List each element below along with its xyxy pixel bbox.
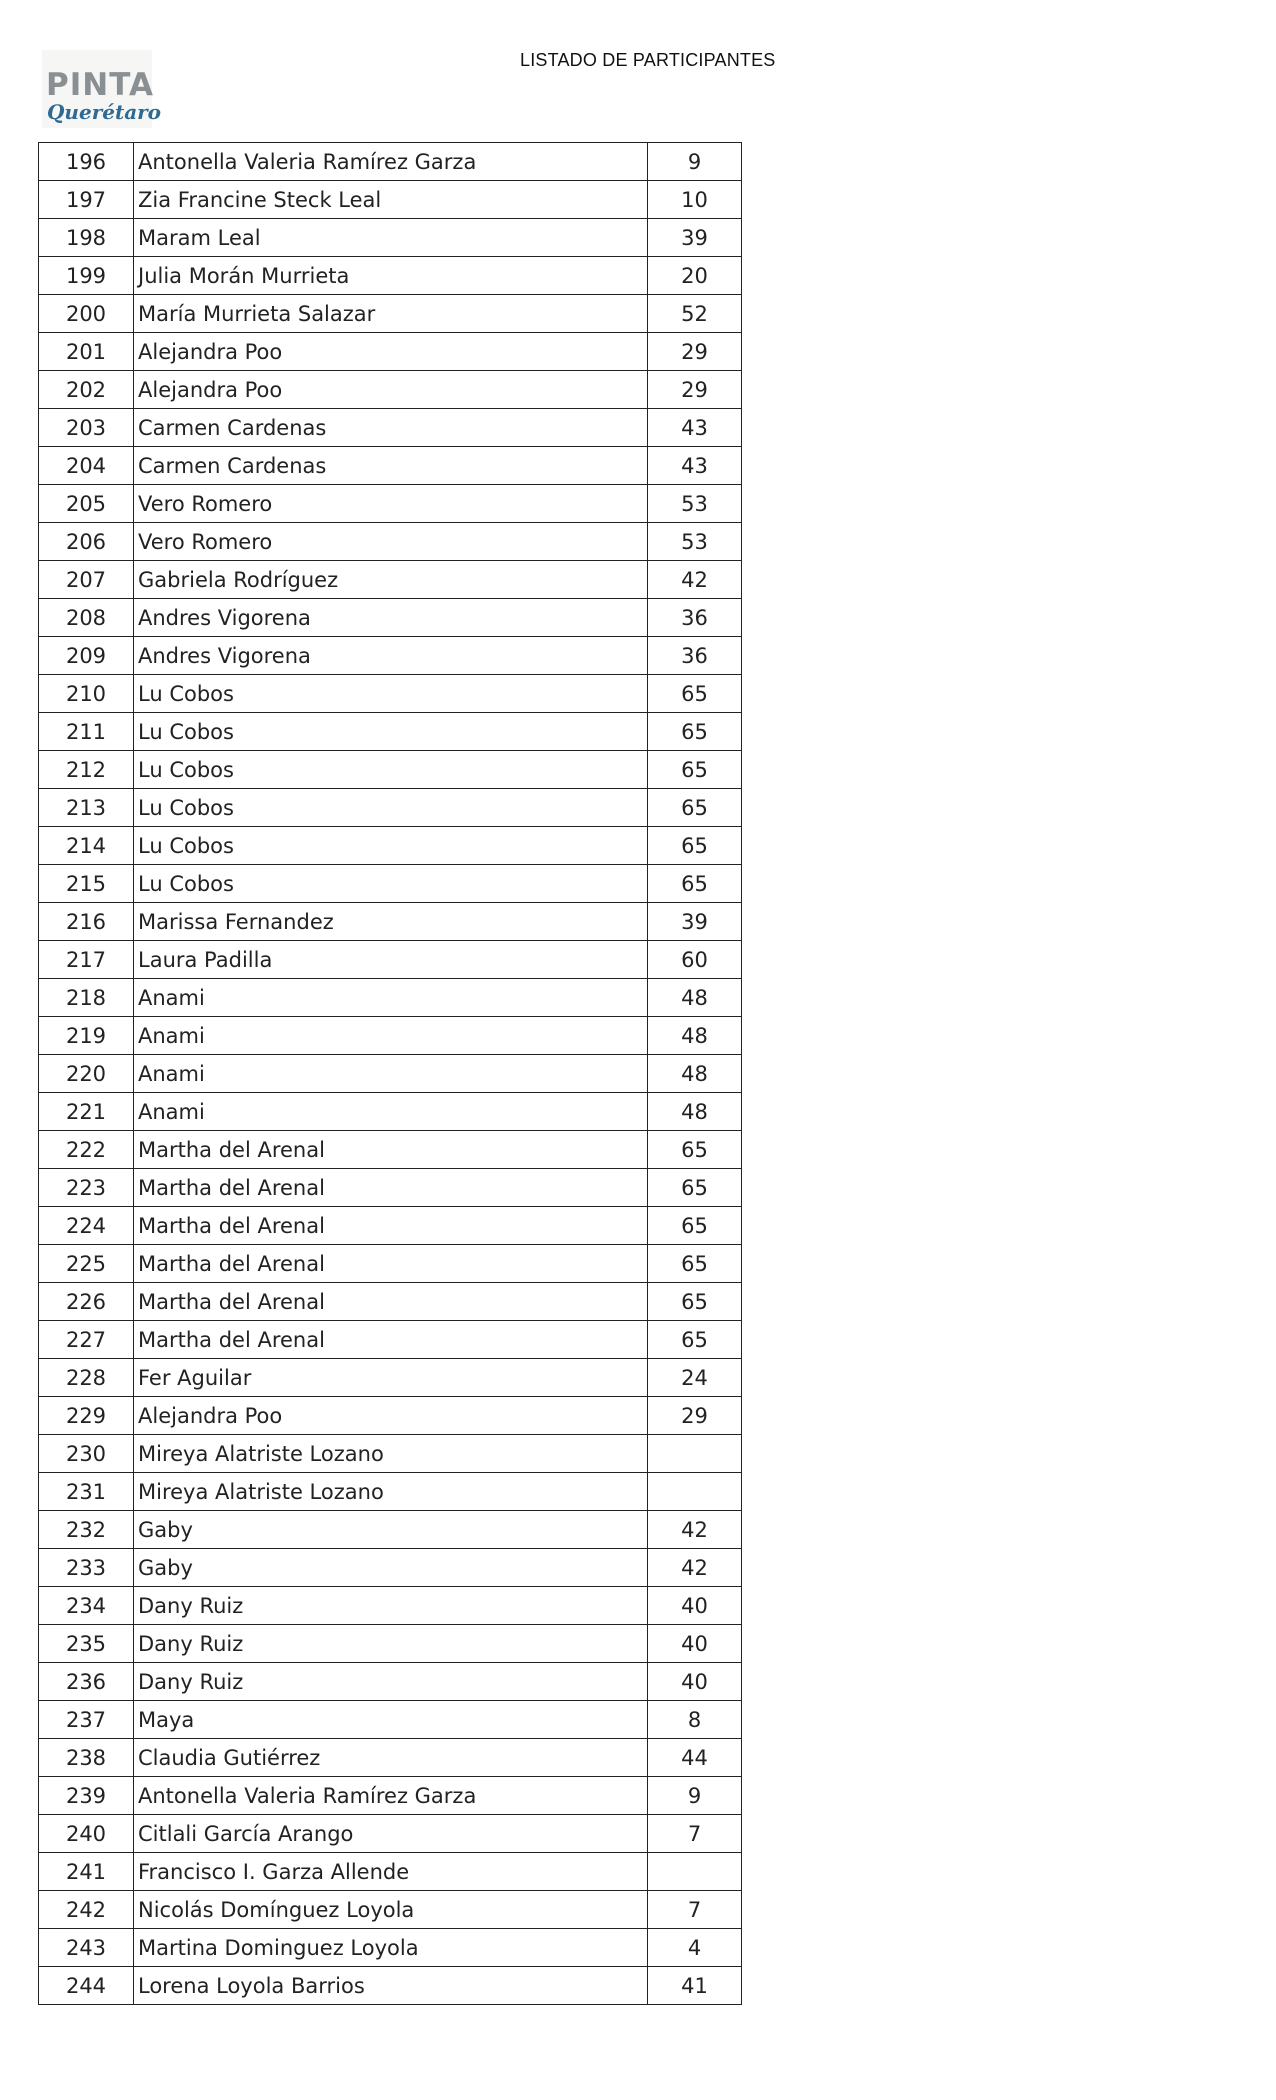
participant-number-cell: 204 <box>39 447 134 485</box>
participant-age-cell: 39 <box>648 219 742 257</box>
participant-age-cell <box>648 1473 742 1511</box>
participant-name-cell: Martha del Arenal <box>134 1131 648 1169</box>
table-row <box>39 713 742 751</box>
participant-name-cell: Alejandra Poo <box>134 1397 648 1435</box>
participant-number-cell: 240 <box>39 1815 134 1853</box>
participant-number-cell: 196 <box>39 143 134 181</box>
table-row <box>39 333 742 371</box>
participant-name-cell: Alejandra Poo <box>134 371 648 409</box>
table-row <box>39 485 742 523</box>
table-row <box>39 675 742 713</box>
participant-name-cell: Anami <box>134 1055 648 1093</box>
participant-number-cell: 238 <box>39 1739 134 1777</box>
participant-number-cell: 205 <box>39 485 134 523</box>
participant-age-cell: 40 <box>648 1625 742 1663</box>
participant-name-cell: Alejandra Poo <box>134 333 648 371</box>
participant-number-cell: 212 <box>39 751 134 789</box>
table-row <box>39 1625 742 1663</box>
participant-name-cell: Dany Ruiz <box>134 1587 648 1625</box>
participant-name-cell: Anami <box>134 979 648 1017</box>
participant-name-cell: Maya <box>134 1701 648 1739</box>
participant-name-cell: Nicolás Domínguez Loyola <box>134 1891 648 1929</box>
participant-number-cell: 234 <box>39 1587 134 1625</box>
table-row <box>39 1245 742 1283</box>
participant-name-cell: Martha del Arenal <box>134 1321 648 1359</box>
participant-number-cell: 206 <box>39 523 134 561</box>
participant-number-cell: 207 <box>39 561 134 599</box>
table-row <box>39 1359 742 1397</box>
participant-name-cell: Lu Cobos <box>134 675 648 713</box>
participant-age-cell: 36 <box>648 637 742 675</box>
participant-age-cell: 39 <box>648 903 742 941</box>
participant-age-cell: 9 <box>648 1777 742 1815</box>
participant-name-cell: Mireya Alatriste Lozano <box>134 1435 648 1473</box>
participant-name-cell: Martha del Arenal <box>134 1245 648 1283</box>
participant-number-cell: 217 <box>39 941 134 979</box>
table-row <box>39 219 742 257</box>
table-row <box>39 1473 742 1511</box>
table-row <box>39 979 742 1017</box>
participant-age-cell: 7 <box>648 1815 742 1853</box>
table-row <box>39 1169 742 1207</box>
participant-age-cell: 48 <box>648 979 742 1017</box>
participant-age-cell: 65 <box>648 675 742 713</box>
participant-name-cell: Anami <box>134 1017 648 1055</box>
participant-name-cell: Gaby <box>134 1511 648 1549</box>
table-row <box>39 1777 742 1815</box>
participant-age-cell: 9 <box>648 143 742 181</box>
participant-number-cell: 220 <box>39 1055 134 1093</box>
participant-age-cell: 65 <box>648 789 742 827</box>
participant-number-cell: 214 <box>39 827 134 865</box>
table-row <box>39 941 742 979</box>
participant-name-cell: Anami <box>134 1093 648 1131</box>
participant-age-cell: 29 <box>648 371 742 409</box>
participant-name-cell: Martina Dominguez Loyola <box>134 1929 648 1967</box>
table-row <box>39 637 742 675</box>
table-row <box>39 1435 742 1473</box>
table-row <box>39 1587 742 1625</box>
participant-age-cell: 65 <box>648 827 742 865</box>
table-row <box>39 181 742 219</box>
participant-number-cell: 209 <box>39 637 134 675</box>
participant-number-cell: 197 <box>39 181 134 219</box>
participant-name-cell: Martha del Arenal <box>134 1169 648 1207</box>
participant-age-cell: 48 <box>648 1017 742 1055</box>
participant-age-cell: 10 <box>648 181 742 219</box>
participant-number-cell: 237 <box>39 1701 134 1739</box>
logo-text-queretaro: Querétaro <box>47 100 162 124</box>
pinta-queretaro-logo <box>42 50 162 128</box>
participant-number-cell: 230 <box>39 1435 134 1473</box>
participant-name-cell: Lu Cobos <box>134 865 648 903</box>
participant-number-cell: 202 <box>39 371 134 409</box>
participant-number-cell: 235 <box>39 1625 134 1663</box>
participant-name-cell: Mireya Alatriste Lozano <box>134 1473 648 1511</box>
participant-name-cell: Dany Ruiz <box>134 1663 648 1701</box>
participant-number-cell: 210 <box>39 675 134 713</box>
participants-table <box>38 142 742 2005</box>
participant-name-cell: Andres Vigorena <box>134 599 648 637</box>
table-row <box>39 371 742 409</box>
participant-age-cell: 43 <box>648 447 742 485</box>
participant-age-cell: 4 <box>648 1929 742 1967</box>
participant-age-cell: 65 <box>648 1207 742 1245</box>
participant-number-cell: 227 <box>39 1321 134 1359</box>
participant-name-cell: Martha del Arenal <box>134 1283 648 1321</box>
participant-age-cell: 48 <box>648 1055 742 1093</box>
participant-age-cell: 20 <box>648 257 742 295</box>
table-row <box>39 1967 742 2005</box>
participant-age-cell: 42 <box>648 1511 742 1549</box>
table-row <box>39 1055 742 1093</box>
participant-name-cell: Gaby <box>134 1549 648 1587</box>
participant-age-cell: 65 <box>648 1245 742 1283</box>
participant-age-cell: 65 <box>648 1321 742 1359</box>
participant-age-cell: 44 <box>648 1739 742 1777</box>
participant-name-cell: María Murrieta Salazar <box>134 295 648 333</box>
participant-number-cell: 215 <box>39 865 134 903</box>
participant-name-cell: Carmen Cardenas <box>134 409 648 447</box>
participant-number-cell: 229 <box>39 1397 134 1435</box>
participant-name-cell: Dany Ruiz <box>134 1625 648 1663</box>
participant-number-cell: 231 <box>39 1473 134 1511</box>
participant-number-cell: 221 <box>39 1093 134 1131</box>
table-row <box>39 1511 742 1549</box>
table-row <box>39 903 742 941</box>
participant-number-cell: 201 <box>39 333 134 371</box>
table-row <box>39 523 742 561</box>
participant-age-cell: 29 <box>648 333 742 371</box>
participants-table-body <box>39 143 742 2005</box>
participant-name-cell: Fer Aguilar <box>134 1359 648 1397</box>
participant-number-cell: 233 <box>39 1549 134 1587</box>
participant-name-cell: Andres Vigorena <box>134 637 648 675</box>
participant-age-cell: 24 <box>648 1359 742 1397</box>
participant-age-cell: 40 <box>648 1587 742 1625</box>
participant-name-cell: Marissa Fernandez <box>134 903 648 941</box>
participant-name-cell: Lu Cobos <box>134 789 648 827</box>
document-title: LISTADO DE PARTICIPANTES <box>520 50 776 70</box>
table-row <box>39 599 742 637</box>
participant-name-cell: Antonella Valeria Ramírez Garza <box>134 1777 648 1815</box>
participant-name-cell: Laura Padilla <box>134 941 648 979</box>
participant-number-cell: 226 <box>39 1283 134 1321</box>
table-row <box>39 1549 742 1587</box>
table-row <box>39 447 742 485</box>
table-row <box>39 865 742 903</box>
participant-number-cell: 222 <box>39 1131 134 1169</box>
table-row <box>39 1093 742 1131</box>
table-row <box>39 295 742 333</box>
participant-age-cell: 65 <box>648 713 742 751</box>
participant-age-cell: 60 <box>648 941 742 979</box>
participant-number-cell: 225 <box>39 1245 134 1283</box>
participant-number-cell: 232 <box>39 1511 134 1549</box>
participant-name-cell: Vero Romero <box>134 523 648 561</box>
participant-number-cell: 216 <box>39 903 134 941</box>
participant-number-cell: 236 <box>39 1663 134 1701</box>
participant-age-cell: 65 <box>648 1131 742 1169</box>
participant-number-cell: 213 <box>39 789 134 827</box>
participant-name-cell: Maram Leal <box>134 219 648 257</box>
participant-age-cell: 41 <box>648 1967 742 2005</box>
participant-name-cell: Claudia Gutiérrez <box>134 1739 648 1777</box>
table-row <box>39 789 742 827</box>
participant-age-cell: 65 <box>648 1283 742 1321</box>
participant-number-cell: 244 <box>39 1967 134 2005</box>
table-row <box>39 1397 742 1435</box>
participant-name-cell: Lorena Loyola Barrios <box>134 1967 648 2005</box>
table-row <box>39 751 742 789</box>
participant-name-cell: Citlali García Arango <box>134 1815 648 1853</box>
participant-age-cell: 53 <box>648 485 742 523</box>
table-row <box>39 561 742 599</box>
participant-age-cell <box>648 1435 742 1473</box>
participant-name-cell: Julia Morán Murrieta <box>134 257 648 295</box>
participant-age-cell <box>648 1853 742 1891</box>
participant-number-cell: 239 <box>39 1777 134 1815</box>
participant-age-cell: 65 <box>648 751 742 789</box>
table-row <box>39 1891 742 1929</box>
participant-number-cell: 241 <box>39 1853 134 1891</box>
participant-number-cell: 242 <box>39 1891 134 1929</box>
participant-number-cell: 203 <box>39 409 134 447</box>
participant-number-cell: 224 <box>39 1207 134 1245</box>
table-row <box>39 1017 742 1055</box>
table-row <box>39 1815 742 1853</box>
participant-name-cell: Zia Francine Steck Leal <box>134 181 648 219</box>
table-row <box>39 1853 742 1891</box>
participant-age-cell: 42 <box>648 1549 742 1587</box>
participant-number-cell: 243 <box>39 1929 134 1967</box>
participant-number-cell: 200 <box>39 295 134 333</box>
table-row <box>39 257 742 295</box>
participant-name-cell: Martha del Arenal <box>134 1207 648 1245</box>
table-row <box>39 827 742 865</box>
participant-number-cell: 218 <box>39 979 134 1017</box>
participant-age-cell: 43 <box>648 409 742 447</box>
participant-age-cell: 48 <box>648 1093 742 1131</box>
logo-text-pinta: PINTA <box>46 67 154 103</box>
table-row <box>39 1929 742 1967</box>
table-row <box>39 409 742 447</box>
participant-name-cell: Vero Romero <box>134 485 648 523</box>
participant-age-cell: 53 <box>648 523 742 561</box>
table-row <box>39 1321 742 1359</box>
table-row <box>39 1739 742 1777</box>
participant-age-cell: 40 <box>648 1663 742 1701</box>
participant-name-cell: Gabriela Rodríguez <box>134 561 648 599</box>
participant-age-cell: 7 <box>648 1891 742 1929</box>
participant-number-cell: 223 <box>39 1169 134 1207</box>
table-row <box>39 1663 742 1701</box>
participant-name-cell: Carmen Cardenas <box>134 447 648 485</box>
participant-number-cell: 199 <box>39 257 134 295</box>
participant-name-cell: Lu Cobos <box>134 751 648 789</box>
participant-age-cell: 65 <box>648 1169 742 1207</box>
table-row <box>39 1283 742 1321</box>
participant-age-cell: 8 <box>648 1701 742 1739</box>
participant-number-cell: 198 <box>39 219 134 257</box>
participant-age-cell: 42 <box>648 561 742 599</box>
participant-name-cell: Lu Cobos <box>134 827 648 865</box>
participant-name-cell: Lu Cobos <box>134 713 648 751</box>
participant-age-cell: 29 <box>648 1397 742 1435</box>
participant-name-cell: Francisco I. Garza Allende <box>134 1853 648 1891</box>
table-row <box>39 143 742 181</box>
participant-number-cell: 208 <box>39 599 134 637</box>
participant-number-cell: 211 <box>39 713 134 751</box>
participant-age-cell: 52 <box>648 295 742 333</box>
participant-age-cell: 65 <box>648 865 742 903</box>
participant-name-cell: Antonella Valeria Ramírez Garza <box>134 143 648 181</box>
table-row <box>39 1701 742 1739</box>
table-row <box>39 1131 742 1169</box>
participant-number-cell: 228 <box>39 1359 134 1397</box>
table-row <box>39 1207 742 1245</box>
participant-number-cell: 219 <box>39 1017 134 1055</box>
participant-age-cell: 36 <box>648 599 742 637</box>
